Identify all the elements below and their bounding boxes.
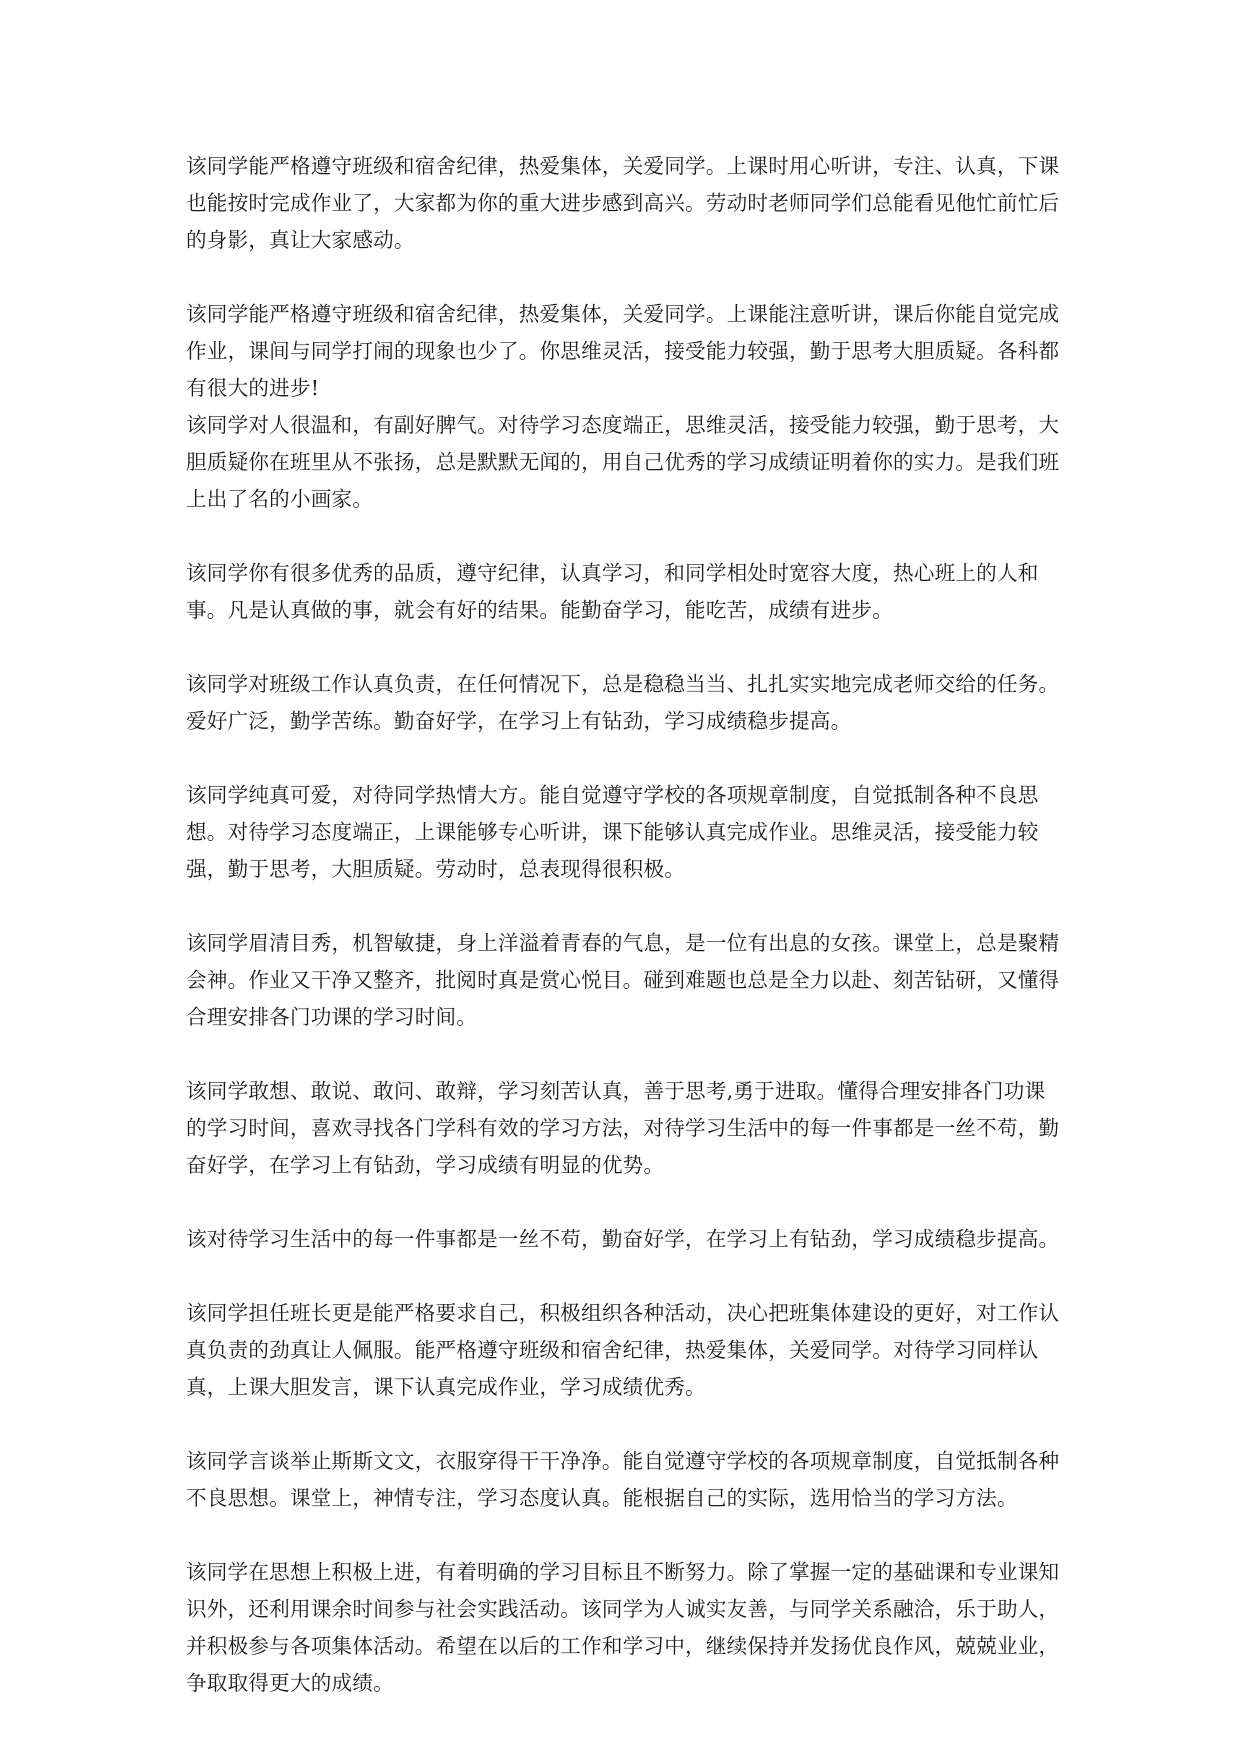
paragraph-5: 该同学对班级工作认真负责，在任何情况下，总是稳稳当当、扎扎实实地完成老师交给的任务。爱好广泛，勤学苦练。勤奋好学，在学习上有钻劲，学习成绩稳步提高。 (186, 672, 1060, 733)
paragraph-1: 该同学能严格遵守班级和宿舍纪律，热爱集体，关爱同学。上课时用心听讲，专注、认真，下课也能按时完成作业了，大家都为你的重大进步感到高兴。劳动时老师同学们总能看见他忙前忙后的身影，真让大家感动。 (186, 154, 1060, 252)
paragraph-2: 该同学能严格遵守班级和宿舍纪律，热爱集体，关爱同学。上课能注意听讲，课后你能自觉完成作业，课间与同学打闹的现象也少了。你思维灵活，接受能力较强，勤于思考大胆质疑。各科都有很大的进步! (186, 302, 1060, 400)
paragraph-11: 该同学言谈举止斯斯文文，衣服穿得干干净净。能自觉遵守学校的各项规章制度，自觉抵制各种不良思想。课堂上，神情专注，学习态度认真。能根据自己的实际，选用恰当的学习方法。 (186, 1449, 1060, 1510)
paragraph-10: 该同学担任班长更是能严格要求自己，积极组织各种活动，决心把班集体建设的更好，对工作认真负责的劲真让人佩服。能严格遵守班级和宿舍纪律，热爱集体，关爱同学。对待学习同样认真，上课大胆发言，课下认真完成作业，学习成绩优秀。 (186, 1301, 1060, 1399)
document-body (186, 148, 1066, 1739)
paragraph-4: 该同学你有很多优秀的品质，遵守纪律，认真学习，和同学相处时宽容大度，热心班上的人和事。凡是认真做的事，就会有好的结果。能勤奋学习，能吃苦，成绩有进步。 (186, 561, 1039, 622)
paragraph-8: 该同学敢想、敢说、敢问、敢辩，学习刻苦认真，善于思考,勇于进取。懂得合理安排各门功课的学习时间，喜欢寻找各门学科有效的学习方法，对待学习生活中的每一件事都是一丝不苟，勤奋好学，在学习上有钻劲，学习成绩有明显的优势。 (186, 1079, 1060, 1177)
paragraph-7: 该同学眉清目秀，机智敏捷，身上洋溢着青春的气息，是一位有出息的女孩。课堂上，总是聚精会神。作业又干净又整齐，批阅时真是赏心悦目。碰到难题也总是全力以赴、刻苦钻研，又懂得合理安排各门功课的学习时间。 (186, 931, 1060, 1029)
paragraph-12: 该同学在思想上积极上进，有着明确的学习目标且不断努力。除了掌握一定的基础课和专业课知识外，还利用课余时间参与社会实践活动。该同学为人诚实友善，与同学关系融洽，乐于助人，并积极参与各项集体活动。希望在以后的工作和学习中，继续保持并发扬优良作风，兢兢业业，争取取得更大的成绩。 (186, 1560, 1060, 1695)
paragraph-3: 该同学对人很温和，有副好脾气。对待学习态度端正，思维灵活，接受能力较强，勤于思考，大胆质疑你在班里从不张扬，总是默默无闻的，用自己优秀的学习成绩证明着你的实力。是我们班上出了名的小画家。 (186, 413, 1060, 511)
paragraph-9: 该对待学习生活中的每一件事都是一丝不苟，勤奋好学，在学习上有钻劲，学习成绩稳步提高。 (186, 1227, 1060, 1251)
paragraph-6: 该同学纯真可爱，对待同学热情大方。能自觉遵守学校的各项规章制度，自觉抵制各种不良思想。对待学习态度端正，上课能够专心听讲，课下能够认真完成作业。思维灵活，接受能力较强，勤于思考，大胆质疑。劳动时，总表现得很积极。 (186, 783, 1039, 881)
